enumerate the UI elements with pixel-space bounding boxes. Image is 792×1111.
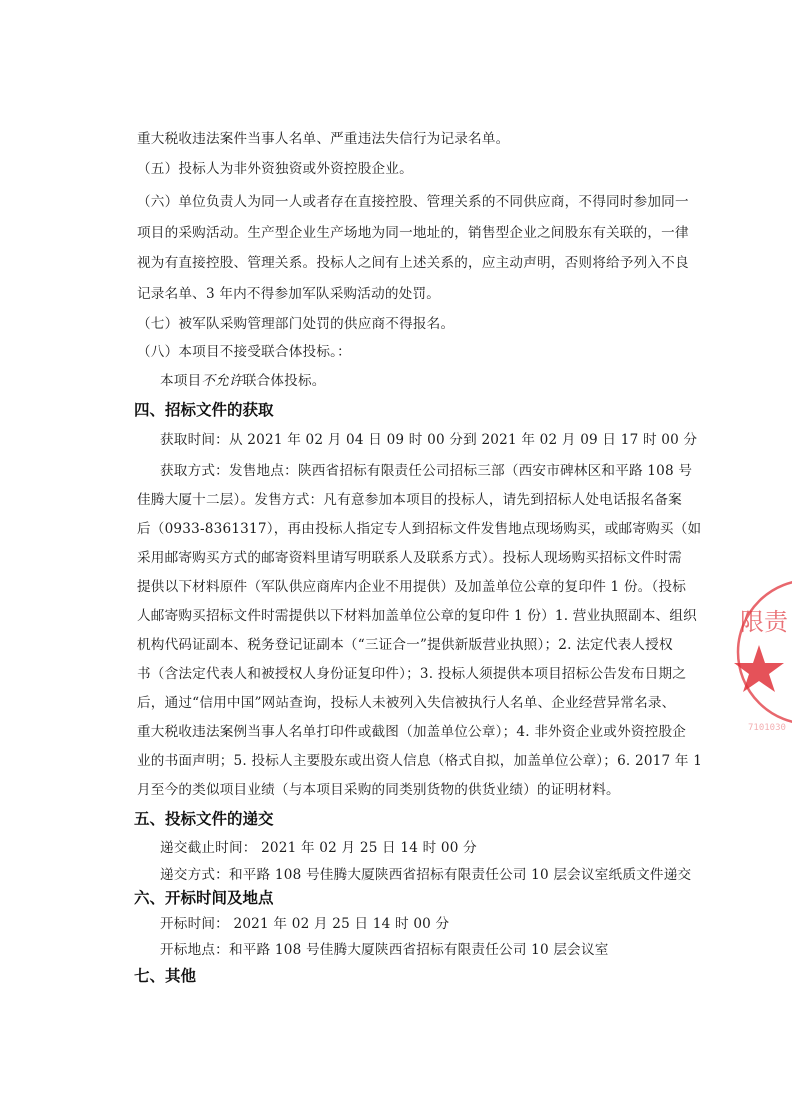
opening-time: 开标时间： 2021 年 02 月 25 日 14 时 00 分 — [160, 916, 450, 932]
section-4-line: 获取方式：发售地点：陕西省招标有限责任公司招标三部（西安市碑林区和平路 108 号 — [160, 463, 693, 479]
opening-place: 开标地点：和平路 108 号佳腾大厦陕西省招标有限责任公司 10 层会议室 — [160, 942, 609, 958]
seal-serial: 7101030 — [748, 723, 786, 733]
body-line: 项目的采购活动。生产型企业生产场地为同一地址的，销售型企业之间股东有关联的，一律 — [137, 225, 689, 241]
section-4-line: 机构代码证副本、税务登记证副本（“三证合一”提供新版营业执照）；2. 法定代表人授权 — [137, 637, 673, 653]
body-line: （六）单位负责人为同一人或者存在直接控股、管理关系的不同供应商，不得同时参加同一 — [137, 194, 689, 210]
section-4-line: 采用邮寄购买方式的邮寄资料里请写明联系人及联系方式）。投标人现场购买招标文件时需 — [137, 550, 682, 566]
body-line: （八）本项目不接受联合体投标。： — [137, 344, 351, 360]
consortium-note-prefix: 本项目 — [160, 373, 202, 389]
seal-graphic — [718, 580, 792, 750]
consortium-note-suffix: 联合体投标。 — [242, 373, 326, 389]
section-6-heading: 六、开标时间及地点 — [134, 889, 274, 907]
section-4-heading: 四、招标文件的获取 — [134, 401, 274, 419]
section-4-line: 佳腾大厦十二层）。发售方式：凡有意参加本项目的投标人，请先到招标人处电话报名备案 — [137, 492, 682, 508]
body-line: 视为有直接控股、管理关系。投标人之间有上述关系的，应主动声明，否则将给予列入不良 — [137, 255, 689, 271]
submission-deadline: 递交截止时间： 2021 年 02 月 25 日 14 时 00 分 — [160, 840, 477, 856]
seal-text: 限责 — [740, 608, 788, 636]
consortium-note — [160, 372, 326, 390]
section-4-line: 获取时间：从 2021 年 02 月 04 日 09 时 00 分到 2021 年 02 月 09 日 17 时 00 分 — [160, 432, 698, 448]
section-4-line: 月至今的类似项目业绩（与本项目采购的同类别货物的供货业绩）的证明材料。 — [137, 782, 620, 798]
seal-star-icon — [734, 645, 784, 692]
section-4-line: 后（0933-8361317），再由投标人指定专人到招标文件发售地点现场购买，或邮寄购买（如 — [137, 521, 702, 537]
section-4-line: 人邮寄购买招标文件时需提供以下材料加盖单位公章的复印件 1 份）1. 营业执照副本、组织 — [137, 608, 697, 624]
body-line: （五）投标人为非外资独资或外资控股企业。 — [137, 161, 413, 177]
company-seal — [718, 580, 792, 750]
body-line: 记录名单、3 年内不得参加军队采购活动的处罚。 — [137, 286, 441, 302]
section-5-heading: 五、投标文件的递交 — [134, 810, 274, 828]
submission-method: 递交方式：和平路 108 号佳腾大厦陕西省招标有限责任公司 10 层会议室纸质文件递交 — [160, 867, 692, 883]
body-line: （七）被军队采购管理部门处罚的供应商不得报名。 — [137, 316, 455, 332]
section-4-line: 书（含法定代表人和被授权人身份证复印件）；3. 投标人须提供本项目招标公告发布日期之 — [137, 666, 687, 682]
section-7-heading: 七、其他 — [134, 967, 197, 985]
section-4-line: 提供以下材料原件（军队供应商库内企业不用提供）及加盖单位公章的复印件 1 份。（投标 — [137, 579, 687, 595]
section-4-line: 后，通过“信用中国”网站查询，投标人未被列入失信被执行人名单、企业经营异常名录、 — [137, 695, 676, 711]
body-line: 重大税收违法案件当事人名单、严重违法失信行为记录名单。 — [137, 131, 510, 147]
section-4-line: 重大税收违法案例当事人名单打印件或截图（加盖单位公章）；4. 非外资企业或外资控股企 — [137, 724, 687, 740]
consortium-note-italic: 不允许 — [201, 373, 243, 389]
section-4-line: 业的书面声明；5. 投标人主要股东或出资人信息（格式自拟，加盖单位公章）；6. 2017 年 1 — [137, 753, 703, 769]
